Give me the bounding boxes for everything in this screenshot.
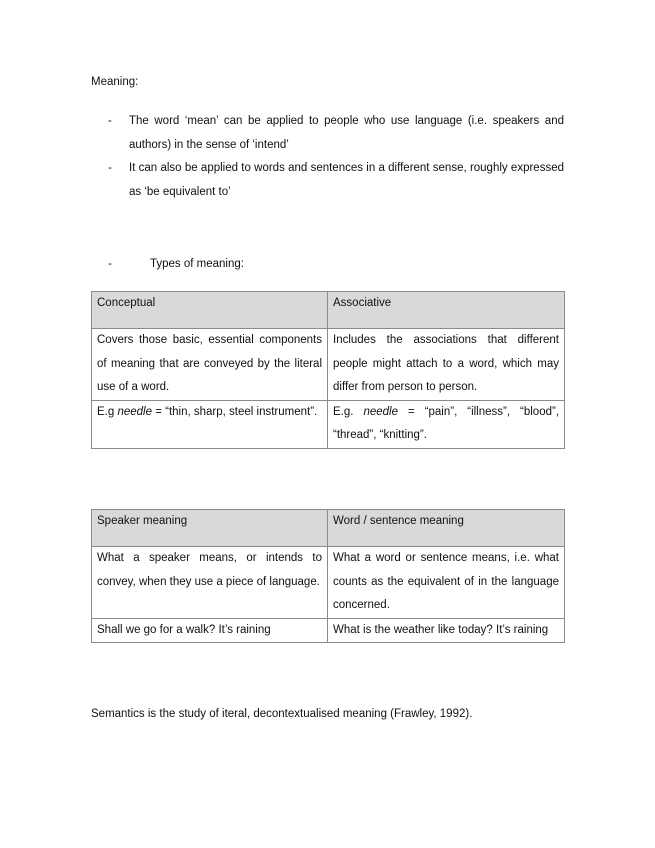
table-cell: Covers those basic, essential components of meaning that are conveyed by the literal use of a word. — [92, 329, 328, 401]
example-text: = “pain”, “illness”, “blood”, “thread”, “knitting”. — [333, 405, 560, 441]
column-header-word-sentence-meaning: Word / sentence meaning — [328, 510, 565, 547]
bullet-text: It can also be applied to words and sentences in a different sense, roughly expressed as ‘be equivalent to’ — [129, 162, 564, 198]
table-cell — [328, 400, 565, 448]
types-of-meaning-bullet — [108, 254, 244, 274]
bullet-dash: - — [108, 162, 112, 174]
table-row — [92, 547, 565, 619]
table-cell: Includes the associations that different people might attach to a word, which may differ from person to person. — [328, 329, 565, 401]
speaker-word-meaning-table — [91, 509, 565, 643]
list-item — [108, 157, 564, 204]
list-item — [108, 110, 564, 157]
conceptual-associative-table — [91, 291, 565, 449]
column-header-conceptual: Conceptual — [92, 292, 328, 329]
table-row-example — [92, 618, 565, 643]
table-row-example — [92, 400, 565, 448]
example-term: needle — [117, 405, 153, 418]
table-row — [92, 329, 565, 401]
table-header-row — [92, 510, 565, 547]
bullet-dash: - — [108, 115, 112, 127]
page-heading: Meaning: — [91, 76, 139, 88]
example-prefix: E.g — [97, 405, 115, 418]
table-header-row — [92, 292, 565, 329]
table-cell — [92, 400, 328, 448]
meaning-bullet-list — [108, 110, 564, 204]
column-header-speaker-meaning: Speaker meaning — [92, 510, 328, 547]
table-cell: What a speaker means, or intends to convey, when they use a piece of language. — [92, 547, 328, 619]
table-cell: Shall we go for a walk? It’s raining — [92, 618, 328, 643]
bullet-text: Types of meaning: — [150, 258, 244, 270]
example-term: needle — [363, 405, 398, 418]
semantics-definition: Semantics is the study of iteral, decontextualised meaning (Frawley, 1992). — [91, 708, 473, 720]
bullet-text: The word ‘mean’ can be applied to people who use language (i.e. speakers and authors) in the sense of ‘intend’ — [129, 115, 564, 151]
example-text: = “thin, sharp, steel instrument”. — [155, 405, 318, 418]
bullet-dash: - — [108, 258, 112, 270]
table-cell: What is the weather like today? It’s raining — [328, 618, 565, 643]
column-header-associative: Associative — [328, 292, 565, 329]
example-prefix: E.g. — [333, 405, 354, 418]
table-cell: What a word or sentence means, i.e. what counts as the equivalent of in the language concerned. — [328, 547, 565, 619]
